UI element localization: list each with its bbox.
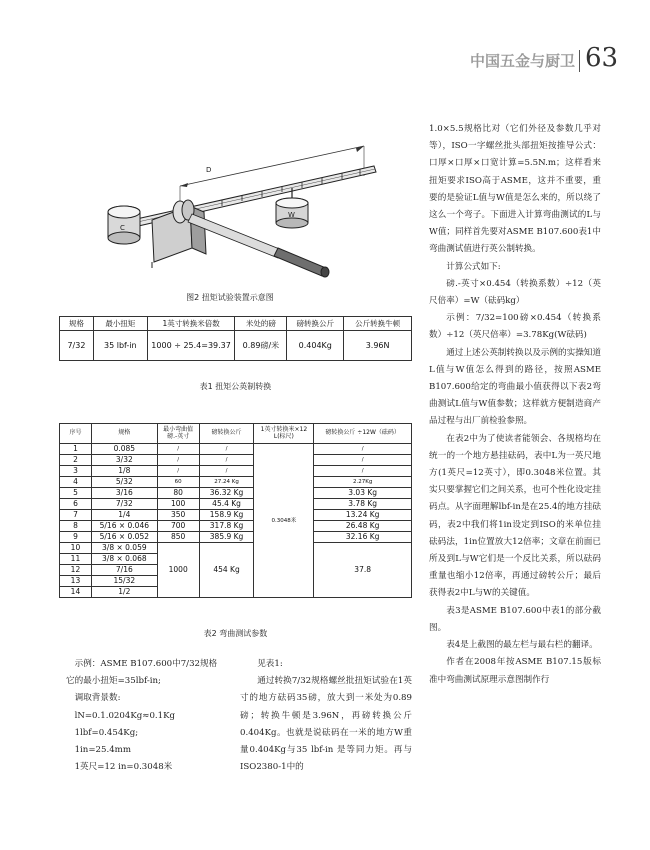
- table-cell: 14: [60, 587, 92, 598]
- table-cell: 350: [157, 510, 199, 521]
- table-header: 磅转换公斤 ÷12W（砝码）: [314, 424, 412, 444]
- paragraph: 在表2中为了使读者能领会、各规格均在统一的一个地方悬挂砝码，表中L为一英尺地方(1英尺=12英寸），即0.3048米位置。其实只要掌握它们之间关系，也可个性化设定挂码点。从字面理解lbf-in是在25.4的地方挂砝码，表2中我们将1in设定到ISO的米单位挂砝码法，1in位置放大12倍率；文章在前面已所及到L与W它们是一个反比关系，所以砝码重量也缩小12倍率，再通过磅转公斤；最后获得表2中L与W的关键值。: [429, 433, 601, 599]
- table-cell: 1: [60, 444, 92, 455]
- table-cell: /: [157, 455, 199, 466]
- magazine-logo: 中国五金与厨卫: [470, 52, 576, 70]
- table-cell: 1/4: [91, 510, 157, 521]
- text-line: 1in=25.4mm: [74, 745, 131, 756]
- table-cell: 32.16 Kg: [314, 532, 412, 543]
- table-header: 公斤转换牛顿: [344, 317, 412, 331]
- paragraph: 见表1:: [257, 659, 283, 669]
- table-cell: 5: [60, 488, 92, 499]
- article-column-middle: [240, 656, 412, 776]
- table-row: [60, 521, 412, 532]
- table-row: [60, 477, 412, 488]
- table-header: 1英寸转换米×12 L(标尺): [254, 424, 314, 444]
- paragraph: 计算公式如下:: [446, 261, 501, 272]
- text-line: 1lbf=0.454Kg;: [74, 727, 139, 738]
- paragraph: 1.0×5.5规格比对（它们外径及参数几乎对等），ISO一字螺丝批头部扭矩按推导公式：口厚×口厚×口宽计算=5.5N.m；这样看来扭矩要求ISO高于ASME，这并不重要，重要的是验证L值与W值是怎么来的，所以绕了这么一个弯子。下面进入计算弯曲测试的L与W值；同样首先要对ASME B107.600表1中弯曲测试值进行英公制转换。: [429, 124, 601, 255]
- table-row: [60, 466, 412, 477]
- table-cell: 7/32: [91, 499, 157, 510]
- table-cell: /: [199, 466, 254, 477]
- paragraph: 通过转换7/32规格螺丝批扭矩试验在1英寸的地方砝码35磅，放大到一米处为0.89磅；转换牛顿是3.96N，再磅转换公斤0.404Kg。也就是说砝码在一米的地方W重量0.404Kg与35 lbf-in 是等同力矩。再与ISO2380-1中的: [240, 676, 412, 773]
- page-number: 63: [585, 43, 619, 73]
- table-cell: /: [199, 444, 254, 455]
- table-cell: 850: [157, 532, 199, 543]
- label-w: W: [288, 211, 295, 219]
- torque-test-figure: [92, 128, 392, 278]
- table-cell: 5/16 × 0.052: [91, 532, 157, 543]
- table-cell: 0.89磅/米: [235, 331, 287, 361]
- paragraph: 作者在2008年按ASME B107.15版标准中弯曲测试原理示意图制作行: [429, 657, 601, 685]
- table-cell: 13: [60, 576, 92, 587]
- table-cell: 385.9 Kg: [199, 532, 254, 543]
- table-cell: 80: [157, 488, 199, 499]
- table-cell: 36.32 Kg: [199, 488, 254, 499]
- table-row: [60, 499, 412, 510]
- table-cell: 4: [60, 477, 92, 488]
- header-divider: [579, 50, 580, 72]
- table-cell: /: [314, 444, 412, 455]
- table-cell: 45.4 Kg: [199, 499, 254, 510]
- table-cell: 100: [157, 499, 199, 510]
- table-cell: 700: [157, 521, 199, 532]
- table-row: [60, 488, 412, 499]
- table-cell: 7/16: [91, 565, 157, 576]
- table-header: 规格: [60, 317, 94, 331]
- table-row: [60, 444, 412, 455]
- text-line: 调取背景数:: [74, 693, 121, 704]
- table-cell: 7/32: [60, 331, 94, 361]
- table-cell: 1000 ÷ 25.4=39.37: [147, 331, 235, 361]
- table-cell: 8: [60, 521, 92, 532]
- table-cell: 35 lbf-in: [93, 331, 147, 361]
- table-header: 最小扭矩: [93, 317, 147, 331]
- table-cell: 11: [60, 554, 92, 565]
- table-cell: 60: [157, 477, 199, 488]
- table-row: [60, 331, 412, 361]
- text-line: 示例：ASME B107.600中7/32规格: [74, 659, 218, 669]
- table2-caption: 表2 弯曲测试参数: [203, 629, 268, 638]
- paragraph: 表4是上截图的最左栏与最右栏的翻译。: [446, 640, 598, 651]
- table-cell: 0.085: [91, 444, 157, 455]
- table-cell: 2: [60, 455, 92, 466]
- text-line: lN=0.1.0204Kg≈0.1Kg: [74, 710, 176, 721]
- table-header: 规格: [91, 424, 157, 444]
- torque-conversion-table: [59, 316, 412, 361]
- table-cell: 27.24 Kg: [199, 477, 254, 488]
- text-line: 它的最小扭矩=35lbf-in;: [66, 676, 161, 687]
- table1-caption: 表1 扭矩公英制转换: [199, 382, 272, 391]
- table-row: [60, 510, 412, 521]
- table-row: [60, 532, 412, 543]
- table-cell: 37.8: [314, 543, 412, 598]
- label-c: C: [120, 224, 125, 232]
- table-cell: /: [314, 455, 412, 466]
- table-cell: 3/8 × 0.059: [91, 543, 157, 554]
- table-cell: 3/16: [91, 488, 157, 499]
- table-cell: 1/8: [91, 466, 157, 477]
- table-cell: 3.96N: [344, 331, 412, 361]
- torque-apparatus-drawing: [92, 128, 392, 278]
- table-cell: 0.3048米: [254, 444, 314, 598]
- table-cell: 1/2: [91, 587, 157, 598]
- bending-test-table: [59, 423, 412, 598]
- table-cell: 5/32: [91, 477, 157, 488]
- table-cell: 3: [60, 466, 92, 477]
- table-header: 米处的磅: [235, 317, 287, 331]
- paragraph: 磅.-英寸×0.454（转换系数）÷12（英尺倍率）=W（砝码kg）: [429, 278, 601, 307]
- table-row: [60, 543, 412, 554]
- table-cell: 0.404Kg: [287, 331, 344, 361]
- table-cell: 3/32: [91, 455, 157, 466]
- label-d: D: [206, 166, 212, 174]
- article-column-left: [66, 656, 226, 776]
- paragraph: 通过上述公英制转换以及示例的实操知道L值与W值怎么得到的路径，按照ASME B107.600给定的弯曲最小值获得以下表2弯曲测试L值与W值参数；这样就方便制造商产品过程与出厂前检验参照。: [429, 347, 601, 427]
- table-header: 序号: [60, 424, 92, 444]
- table-cell: 3/8 × 0.068: [91, 554, 157, 565]
- table-cell: 6: [60, 499, 92, 510]
- table-cell: 10: [60, 543, 92, 554]
- paragraph: 示例：7/32=100磅×0.454（转换系数）÷12（英尺倍率）=3.78Kg(W砝码): [429, 313, 601, 341]
- table-header: 最小弯曲值 磅.-英寸: [157, 424, 199, 444]
- figure-caption: 图2 扭矩试验装置示意图: [186, 293, 274, 302]
- table-cell: 9: [60, 532, 92, 543]
- article-column-right: [429, 121, 601, 689]
- table-cell: /: [199, 455, 254, 466]
- table-header: 1英寸转换米倍数: [147, 317, 235, 331]
- table-cell: 13.24 Kg: [314, 510, 412, 521]
- table-cell: 7: [60, 510, 92, 521]
- table-header: 磅转换公斤: [199, 424, 254, 444]
- table-cell: 1000: [157, 543, 199, 598]
- table-cell: 5/16 × 0.046: [91, 521, 157, 532]
- table-header: 磅转换公斤: [287, 317, 344, 331]
- paragraph: 表3是ASME B107.600中表1的部分截图。: [429, 605, 601, 633]
- text-line: 1英尺=12 in=0.3048米: [74, 762, 173, 773]
- table-cell: 3.78 Kg: [314, 499, 412, 510]
- table-cell: 26.48 Kg: [314, 521, 412, 532]
- table-cell: 3.03 Kg: [314, 488, 412, 499]
- table-cell: 454 Kg: [199, 543, 254, 598]
- table-cell: 15/32: [91, 576, 157, 587]
- table-cell: 158.9 Kg: [199, 510, 254, 521]
- table-cell: /: [157, 444, 199, 455]
- table-cell: /: [157, 466, 199, 477]
- table-cell: /: [314, 466, 412, 477]
- table-row: [60, 455, 412, 466]
- table-cell: 2.27Kg: [314, 477, 412, 488]
- table-cell: 317.8 Kg: [199, 521, 254, 532]
- table-cell: 12: [60, 565, 92, 576]
